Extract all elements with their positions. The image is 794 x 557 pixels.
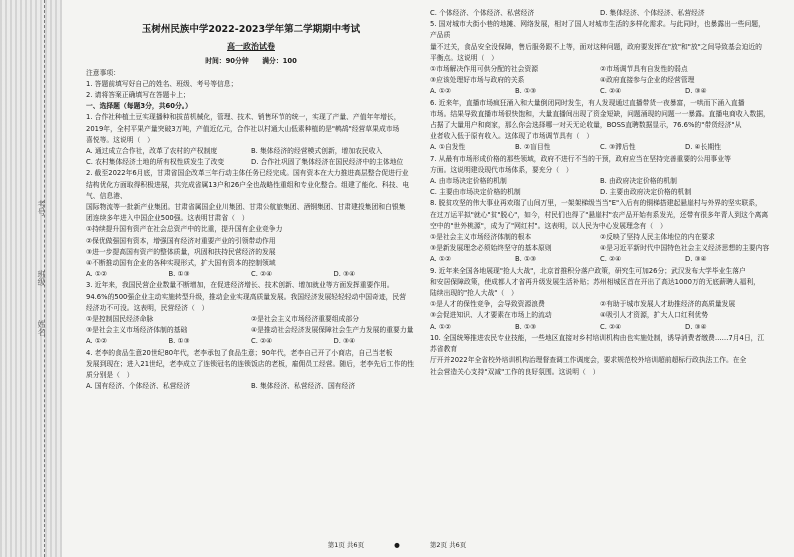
option: B. ①③ <box>515 87 537 96</box>
option: C. 农村集体经济土地的所有权性质发生了改变 <box>86 158 225 167</box>
option: B. 由政府决定价格的机制 <box>600 177 677 186</box>
option: D. 主要由政府决定价格的机制 <box>600 188 692 197</box>
option: C. 主要由市场决定价格的机制 <box>430 188 521 197</box>
statement: ①持续提升国有资产在社会总资产中的比重，提升国有企业竞争力 <box>86 225 283 234</box>
option: D. ④长期性 <box>685 143 722 152</box>
option: D. ③④ <box>333 270 356 279</box>
option: D. ③④ <box>685 322 707 331</box>
question-9-statements <box>430 299 770 321</box>
statement: ①是社会主义市场经济体制的根本 <box>430 233 532 242</box>
question-10: 社会营造关心支持"双减"工作的良好氛围。这说明（ ） <box>430 367 600 376</box>
question-2: 国际物流等一批新产业集团。甘肃省属国企业川集团、甘肃公航旅集团、酒钢集团、甘肃建投集团和白银集 <box>86 203 406 212</box>
option: A. ①② <box>430 87 452 96</box>
question-7: 7. 从最有市场形成价格的那些领域，政府不进行不当的干预，政府应当在坚持完善重要的公用事业等 <box>430 154 731 163</box>
option: C. ②④ <box>251 337 273 346</box>
statement: ③应该处理好市场与政府的关系 <box>430 76 525 85</box>
option: B. ①③ <box>515 322 537 331</box>
page-footer <box>0 540 794 549</box>
question-6: 占据了大量用户和商家，那么你会选择哪一对天无论收量，BOSS直聘数据显示，76.6%的"带货经济"从 <box>430 121 742 130</box>
exam-meta: 时间：90分钟 满分：100 <box>205 57 297 66</box>
question-6: 业者收入低于原有收入。这体现了市场调节具有（ ） <box>430 132 594 141</box>
question-8-options <box>430 254 770 265</box>
option: B. ①③ <box>515 255 537 264</box>
question-3: 94.6%的500强企业主动实施转型升级，推动企业实现高质量发展。我国经济发展轻轻轻动中国奇迹，民营 <box>86 292 407 301</box>
question-10: 厅开并2022年全省校外培训机构治理督查调工作调度会，要求规范校外培训超前超标行政执法工作。在全 <box>430 356 747 365</box>
question-9: 和安居保障政策，使成都人才省再升级发展生活补贴；苏州相城区首在开出了高达1000万的无底薪聘人福利， <box>430 277 760 286</box>
question-1: 喜悦等。这说明（ ） <box>86 135 154 144</box>
page-separator-dot: ● <box>394 541 400 549</box>
question-8: 空中的"世外桃源"，成为了"网红村"。这表明，以人民为中心发展理念有（ ） <box>430 221 667 230</box>
option: A. ①② <box>86 337 108 346</box>
question-8: 在过万运平拟"就心"贫"脱心"，如今，村民们也得了"悬崖村"农产品开始有系发光，还带有很多年青人到这个离离 <box>430 210 769 219</box>
question-5: 5. 国对城市大街小巷的地摊、网络发展，相对了国人对城市生活的多样化需求。与此同时，也暴露出一些问题，产品质 <box>430 20 765 40</box>
option: D. ③④ <box>685 255 707 264</box>
question-5: 量不过关，食品安全没保障，售后服务跟不上等，面对这种问题，政府要发挥在"放"和"放"之间导致基会迫近的 <box>430 42 762 51</box>
option: A. 通过成立合作社，改革了农村的产权制度 <box>86 147 218 156</box>
option: D. ③④ <box>685 87 707 96</box>
option: D. 集体经济、个体经济、私营经济 <box>600 9 705 17</box>
option: A. ①② <box>430 322 452 331</box>
question-4: 发展到现在；进入21世纪，老李成立了连锁冠名的连锁饭店的老板，雇佣员工经营。随后，老李先后工作的性 <box>86 359 415 368</box>
option: D. 合作社巩固了集体经济在国民经济中的主体地位 <box>251 158 404 167</box>
option: B. ①③ <box>168 270 190 279</box>
statement: ④是推动社会经济发展保障社会生产力发展的重要力量 <box>251 326 414 335</box>
note-line: 1. 答题前填写好自己的姓名、班级、考号等信息； <box>86 79 238 88</box>
note-line: 注意事项： <box>86 68 120 77</box>
question-7: 方面。这说明建设现代市场体系，要充分（ ） <box>430 165 573 174</box>
statement: ①是人才的保性竞争，会导致资源浪费 <box>430 300 545 309</box>
question-6-options <box>430 142 770 153</box>
option: B. 集体经济的经营模式创新，增加农民收入 <box>251 147 383 156</box>
statement: ②市场调节具有自发性的弱点 <box>600 65 688 74</box>
option: C. 个体经济、个体经济、私营经济 <box>430 9 535 17</box>
question-9: 9. 近年来全国各地展现"抢人大战"，北京首推积分落户政策，研究生可加26分；武汉发布大学毕业生落户 <box>430 266 746 275</box>
option: C. ③滞后性 <box>600 143 636 152</box>
question-5-statements <box>430 64 770 86</box>
question-2: 2. 截至2022年6月底，甘肃省国企改革三年行动主体任务已经完成。国有资本在大力推进高层整合促进行业 <box>86 169 409 178</box>
statement: ④是习近平新时代中国特色社会主义经济思想的主要内容 <box>600 244 770 253</box>
option: C. ②④ <box>251 270 273 279</box>
right-page <box>430 8 770 538</box>
question-8-statements <box>430 232 770 254</box>
question-1-options <box>86 146 416 168</box>
option: A. ①自发性 <box>430 143 466 152</box>
statement: ②反映了坚持人民主体地位的内在要求 <box>600 233 715 242</box>
statement: ④政府直接参与企业的经营管理 <box>600 76 695 85</box>
question-4-options-cont <box>430 8 770 19</box>
question-9: 陆续出现的"抢人大战"（ ） <box>430 289 518 298</box>
statement: ①市场解决作用可供分配的社会资源 <box>430 65 539 74</box>
statement: ①是控制国民经济命脉 <box>86 315 154 324</box>
question-2-options <box>86 269 416 280</box>
question-10: 10. 全国统筹推进农民专业技能，一些地区直接对乡村培训机构由也实施处制，诱导消费者缴费……7月4日，江苏省教育 <box>430 333 765 354</box>
page-number-left: 第1页 共6页 <box>327 541 365 549</box>
binding-label-exam-no: 考号 <box>37 200 46 216</box>
question-3-options <box>86 336 416 347</box>
option: C. ②④ <box>600 322 622 331</box>
question-5: 平衡点。这说明（ ） <box>430 53 498 62</box>
question-9-options <box>430 322 770 333</box>
page-number-right: 第2页 共6页 <box>429 541 467 549</box>
section-heading: 一、选择题（每题3分，共60分。） <box>86 102 192 111</box>
question-2: 团连续多年进入中国企业500强。这表明甘肃省（ ） <box>86 214 249 223</box>
binding-label-name: 姓名 <box>37 320 46 336</box>
question-7-options <box>430 176 770 198</box>
option: A. ①② <box>430 255 452 264</box>
question-5-options <box>430 86 770 97</box>
statement: ③会促进知识、人才要素在市场上的流动 <box>430 311 552 320</box>
question-8: 8. 脱贫攻坚的伟大事业再欢瑞了山间万里，一架架梯级当当"E"入后有的铜梯搭建起悬崖村与外界的坚实联系， <box>430 199 762 208</box>
question-2: 结构优化方面取得积极进展，共完成省属13户和26户全也战略性重组和专业化整合。组建了能化、科技、电气、信息港、 <box>86 180 410 200</box>
statement: ④不断推动国有企业的各种实现形式，扩大国有资本的控制领域 <box>86 259 276 268</box>
option: C. ②④ <box>600 255 622 264</box>
question-1: 1. 合作社种植土豆实现播种和拔苗机械化，管理、技术、销售环节的统一，实现了产量、产值年年增长， <box>86 113 401 122</box>
option: C. ②④ <box>600 87 622 96</box>
question-4-options <box>86 381 416 392</box>
statement: ②是社会主义市场经济重要组成部分 <box>251 315 360 324</box>
question-6: 6. 近来年，直播市场疯狂涌入和大量倒闭同时发生，有人发现通过直播带货一夜暴富，一哄而下涌入直播 <box>430 98 745 107</box>
statement: ③是社会主义市场经济体制的基础 <box>86 326 188 335</box>
option: A. 国有经济、个体经济、私营经济 <box>86 382 191 391</box>
statement: ③是新发展理念必须始终坚守的基本原则 <box>430 244 552 253</box>
option: B. 集体经济、私营经济、国有经济 <box>251 382 356 391</box>
exam-title: 玉树州民族中学2022-2023学年第二学期期中考试 <box>141 24 361 35</box>
question-4: 质分别是（ ） <box>86 371 134 380</box>
left-page <box>86 8 416 538</box>
question-3: 经济功不可没。这表明，民营经济（ ） <box>86 303 209 312</box>
question-4: 4. 老李的食品生意20世纪80年代，老李承包了食品生意；90年代，老李自己开了小商店，自己当老板 <box>86 348 393 357</box>
option: A. 由市场决定价格的机制 <box>430 177 507 186</box>
option: B. ①③ <box>168 337 190 346</box>
note-line: 2. 请将答案正确填写在答题卡上； <box>86 91 190 100</box>
statement: ③进一步提高国有资产的整体质量，巩固和扶持民营经济的发展 <box>86 247 276 256</box>
question-3-statements <box>86 314 416 336</box>
question-3: 3. 近年来，我国民营企业数量不断增加，在促进经济增长、技术创新、增加就业等方面发挥重要作用。 <box>86 281 394 290</box>
question-1: 2019年，全村平果产量突破3万吨，产值近亿元，合作社以村通大山低素种植的是"鹌鸪"经营草果成市场 <box>86 124 400 133</box>
exam-subtitle: 高一政治试卷 <box>227 42 275 52</box>
option: A. ①② <box>86 270 108 279</box>
question-6: 市场。结果导致直播市场很快饱和，大量直播间出现了资金短缺，问题涌现的问题一一暴露。直播电商收入数据， <box>430 109 770 118</box>
statement: ④吸引人才资源，扩大人口红利优势 <box>600 311 709 320</box>
statement: ②保优做强国有资本，增强国有经济对重要产业的引领带动作用 <box>86 236 276 245</box>
binding-margin <box>0 0 62 557</box>
binding-label-class: 班级 <box>37 270 46 286</box>
option: B. ②盲目性 <box>515 143 551 152</box>
option: D. ③④ <box>333 337 356 346</box>
statement: ②有助于城市发展人才助推经济的高质量发展 <box>600 300 736 309</box>
